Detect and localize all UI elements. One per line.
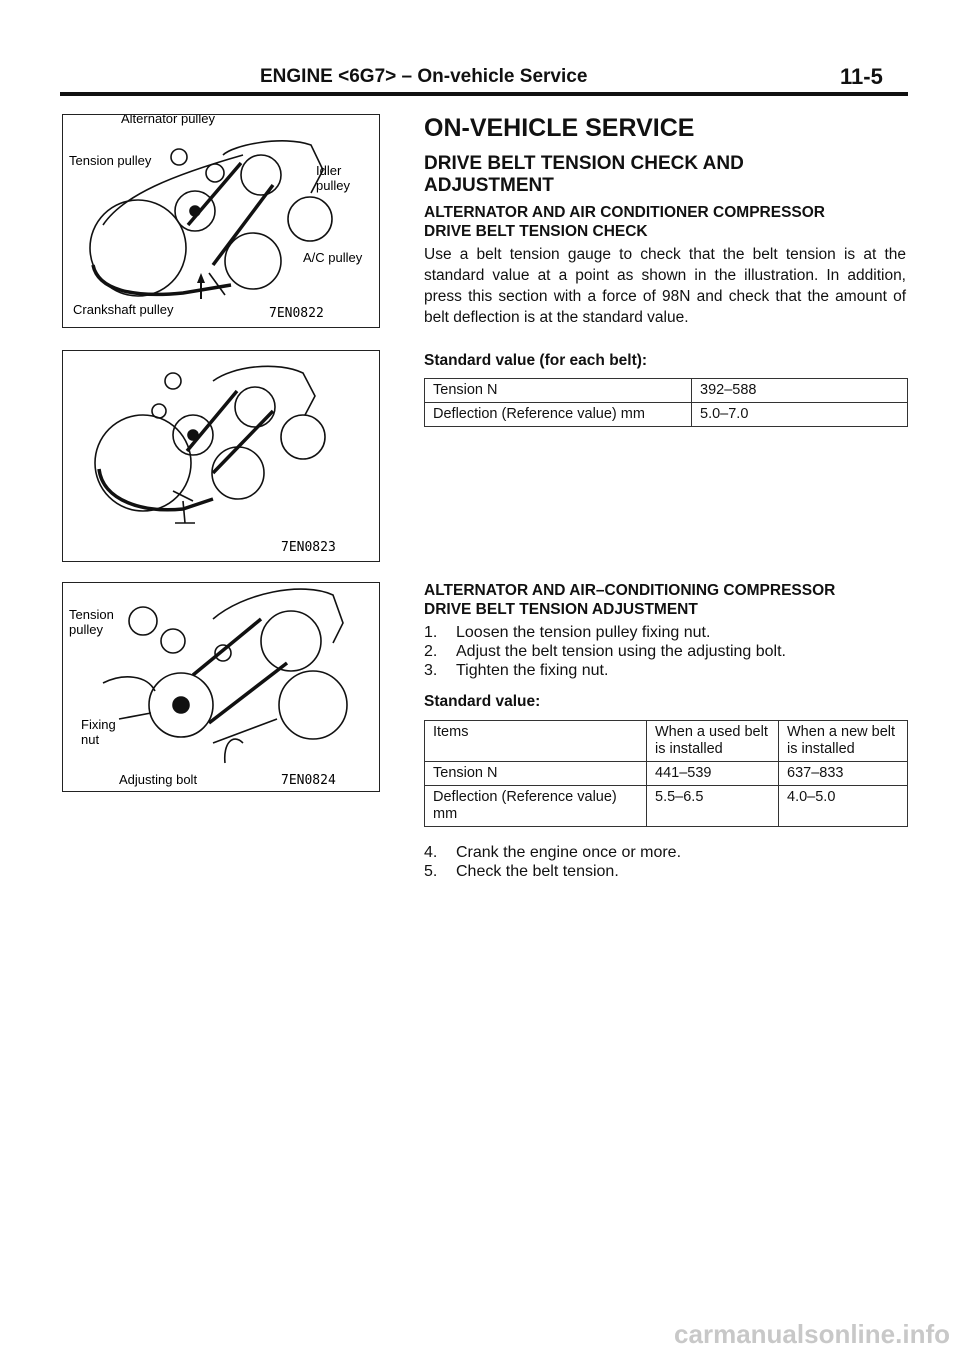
- table-header-cell: Items: [425, 721, 647, 762]
- figure-code: 7EN0822: [269, 306, 324, 321]
- step-number: 1.: [424, 624, 438, 641]
- figure-adjustment: [62, 582, 380, 792]
- step-number: 3.: [424, 662, 438, 679]
- adjust-steps-after: [424, 843, 908, 881]
- header-title: ENGINE <6G7> – On-vehicle Service: [260, 66, 588, 87]
- adjust-heading-1: ALTERNATOR AND AIR–CONDITIONING COMPRESSOR: [424, 582, 836, 599]
- check-standard-label: Standard value (for each belt):: [424, 352, 648, 369]
- section-title: ON-VEHICLE SERVICE: [424, 114, 695, 142]
- label-idler-1: Idler: [316, 163, 342, 178]
- label-tension-2: pulley: [69, 622, 103, 637]
- adjust-standard-label: Standard value:: [424, 693, 541, 710]
- table-row: [425, 379, 908, 403]
- belt-layout-drawing: [63, 115, 379, 327]
- check-heading-1: ALTERNATOR AND AIR CONDITIONER COMPRESSOR: [424, 204, 825, 221]
- footer-watermark: carmanualsonline.info: [674, 1319, 950, 1349]
- table-cell: Deflection (Reference value) mm: [425, 403, 692, 427]
- check-paragraph: Use a belt tension gauge to check that the belt tension is at the standard value at a point as shown in the illustration. In addition, press this section with a force of 98N and check that the amount of belt deflection is at the standard value.: [424, 246, 906, 326]
- step-text: Adjust the belt tension using the adjusting bolt.: [456, 643, 786, 660]
- figure-belt-path: [62, 350, 380, 562]
- table-cell: 637–833: [779, 762, 908, 786]
- check-heading-2: DRIVE BELT TENSION CHECK: [424, 223, 648, 240]
- step-text: Crank the engine once or more.: [456, 844, 682, 861]
- table-cell: Deflection (Reference value) mm: [425, 786, 647, 827]
- label-ac-pulley: A/C pulley: [303, 250, 363, 265]
- adjust-spec-table: [424, 720, 908, 827]
- label-alternator-pulley: Alternator pulley: [121, 115, 215, 126]
- table-cell: Tension N: [425, 379, 692, 403]
- list-item: [424, 862, 908, 881]
- adjust-heading-2: DRIVE BELT TENSION ADJUSTMENT: [424, 601, 698, 618]
- table-cell: Tension N: [425, 762, 647, 786]
- check-spec-table: [424, 378, 908, 427]
- belt-path-drawing: [63, 351, 379, 561]
- step-text: Loosen the tension pulley fixing nut.: [456, 624, 711, 641]
- table-row: [425, 403, 908, 427]
- label-tension-1: Tension: [69, 607, 114, 622]
- figure-code: 7EN0824: [281, 773, 336, 788]
- table-row: [425, 786, 908, 827]
- step-number: 4.: [424, 844, 438, 861]
- figure-code: 7EN0823: [281, 540, 336, 555]
- table-row: [425, 762, 908, 786]
- adjust-steps: [424, 623, 908, 680]
- label-idler-2: pulley: [316, 178, 350, 193]
- label-adjusting-bolt: Adjusting bolt: [119, 772, 198, 787]
- label-tension-pulley: Tension pulley: [69, 153, 152, 168]
- page-number: 11-5: [840, 64, 883, 89]
- step-text: Tighten the fixing nut.: [456, 662, 609, 679]
- table-cell: 441–539: [647, 762, 779, 786]
- label-fixing-2: nut: [81, 732, 100, 747]
- adjustment-drawing: [63, 583, 379, 791]
- step-number: 5.: [424, 863, 438, 880]
- figure-belt-layout: [62, 114, 380, 328]
- list-item: [424, 642, 908, 661]
- step-text: Check the belt tension.: [456, 863, 619, 880]
- table-header-cell: When a new belt is installed: [779, 721, 908, 762]
- table-header-cell: When a used belt is installed: [647, 721, 779, 762]
- table-cell: 5.5–6.5: [647, 786, 779, 827]
- table-cell: 4.0–5.0: [779, 786, 908, 827]
- subsection-title-2: ADJUSTMENT: [424, 175, 554, 196]
- header-rule: [60, 92, 908, 96]
- table-cell: 5.0–7.0: [692, 403, 908, 427]
- label-crankshaft-pulley: Crankshaft pulley: [73, 302, 174, 317]
- table-cell: 392–588: [692, 379, 908, 403]
- list-item: [424, 623, 908, 642]
- step-number: 2.: [424, 643, 438, 660]
- list-item: [424, 661, 908, 680]
- list-item: [424, 843, 908, 862]
- label-fixing-1: Fixing: [81, 717, 116, 732]
- subsection-title-1: DRIVE BELT TENSION CHECK AND: [424, 153, 744, 174]
- table-header-row: [425, 721, 908, 762]
